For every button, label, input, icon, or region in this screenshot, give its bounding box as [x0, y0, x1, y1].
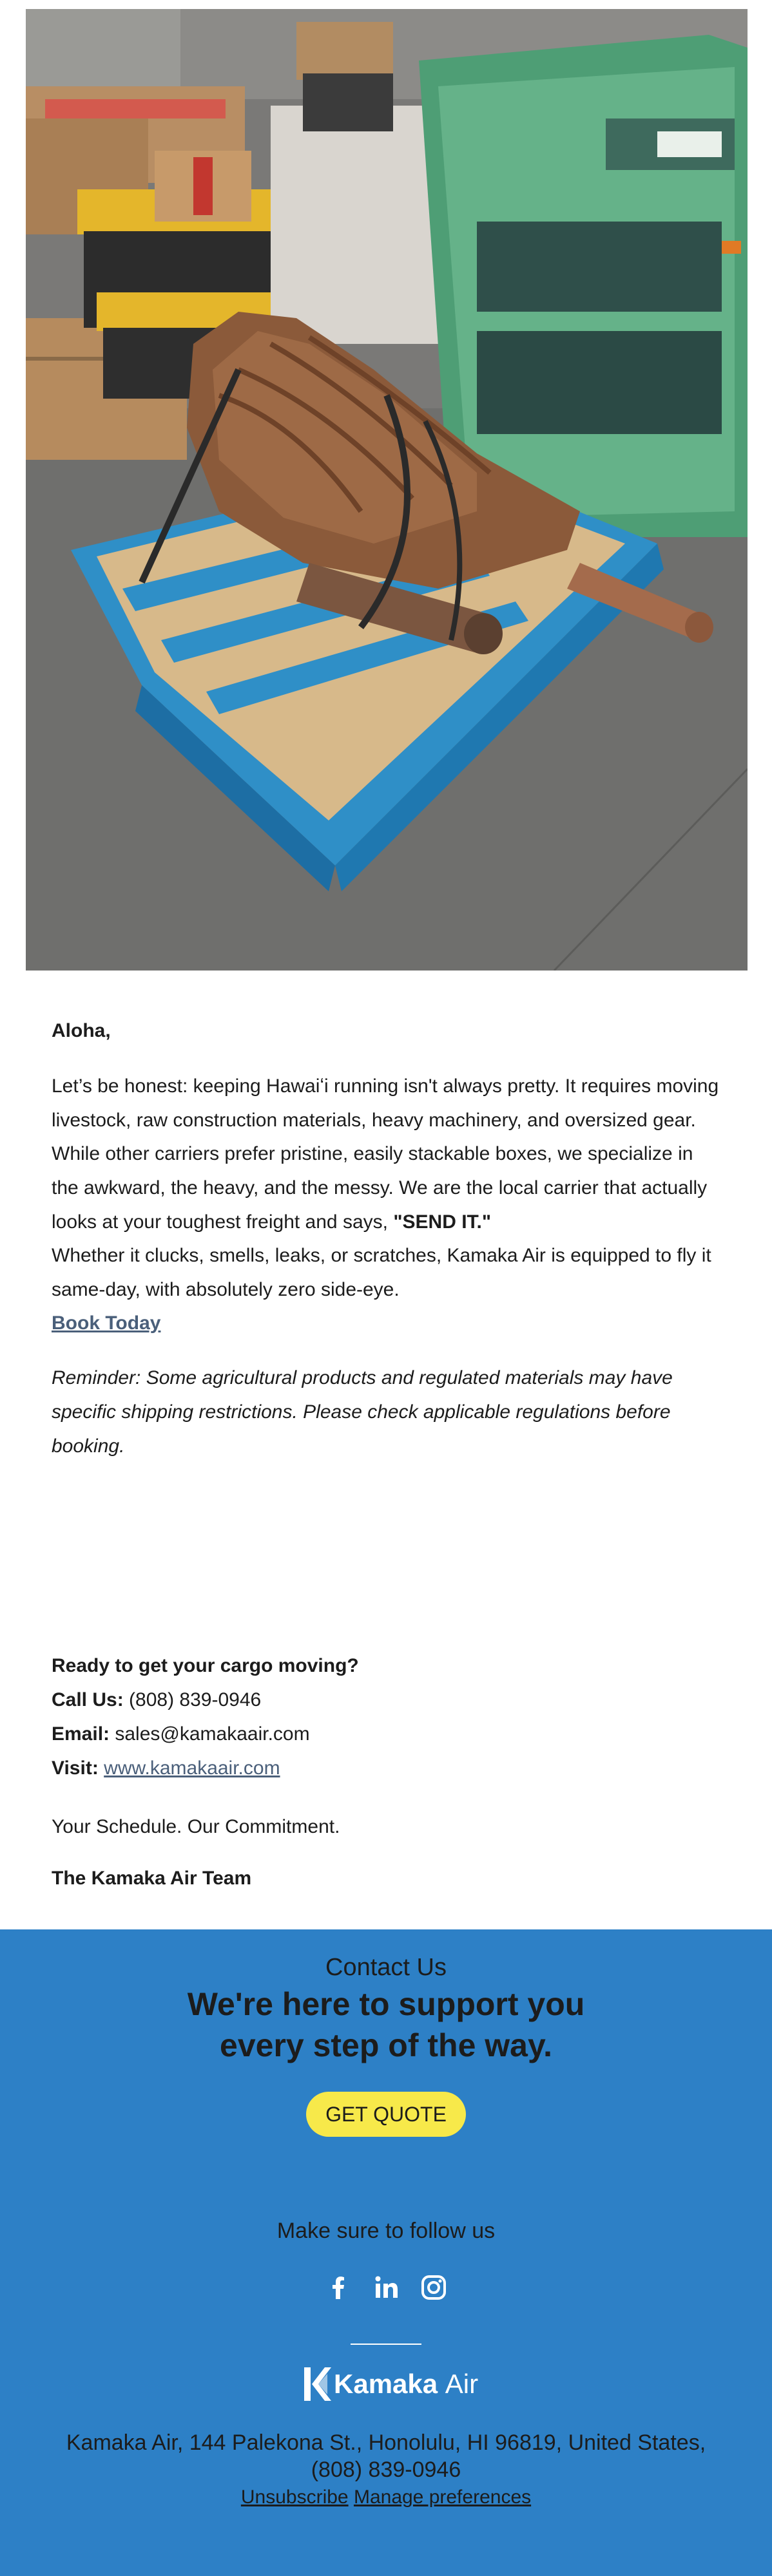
schedule-tagline: Your Schedule. Our Commitment. [52, 1816, 340, 1837]
phone-value: (808) 839-0946 [129, 1689, 262, 1710]
facebook-icon[interactable] [320, 2269, 356, 2306]
phone-line [52, 1683, 359, 1717]
get-quote-button[interactable]: GET QUOTE [306, 2092, 466, 2137]
unsubscribe-link[interactable]: Unsubscribe [240, 2486, 349, 2508]
footer-divider [351, 2344, 421, 2345]
email-line [52, 1717, 359, 1751]
hero-photo [26, 9, 748, 971]
instagram-icon[interactable] [416, 2269, 452, 2306]
signature: The Kamaka Air Team [52, 1868, 252, 1889]
specialty-text: While other carriers prefer pristine, easily stackable boxes, we specialize in the awkward, the heavy, and the messy. We are the local carrier that actually looks at your toughest freight and says, [52, 1143, 708, 1233]
capability-paragraph: Whether it clucks, smells, leaks, or scratches, Kamaka Air is equipped to fly it same-day, with absolutely zero side-eye. [52, 1245, 711, 1300]
email-label: Email: [52, 1723, 110, 1745]
footer-headline-line1: We're here to support you [187, 1986, 585, 2022]
intro-paragraph: Let’s be honest: keeping Hawaiʻi running isn't always pretty. It requires moving livestock, raw construction materials, heavy machinery, and oversized gear. [52, 1075, 719, 1131]
greeting: Aloha, [52, 1020, 111, 1041]
linkedin-icon[interactable] [368, 2269, 404, 2306]
footer-links [0, 2485, 772, 2510]
footer-contact-title: Contact Us [325, 1954, 447, 1981]
social-links [320, 2269, 452, 2306]
website-label: Visit: [52, 1757, 99, 1779]
phone-label: Call Us: [52, 1689, 124, 1710]
follow-text: Make sure to follow us [276, 2219, 496, 2243]
footer [0, 1929, 772, 2576]
cargo-photo-illustration [26, 9, 748, 971]
manage-preferences-link[interactable]: Manage preferences [353, 2486, 532, 2508]
kamaka-air-logo [302, 2365, 479, 2403]
logo-suffix: Air [445, 2369, 479, 2399]
footer-address: Kamaka Air, 144 Palekona St., Honolulu, HI 96819, United States, (808) 839-0946 [66, 2430, 706, 2482]
email-value: sales@kamakaair.com [115, 1723, 310, 1745]
contact-heading: Ready to get your cargo moving? [52, 1655, 359, 1676]
footer-headline [0, 1984, 772, 2066]
website-line [52, 1751, 359, 1785]
footer-headline-line2: every step of the way. [220, 2027, 552, 2063]
contact-details [52, 1649, 359, 1785]
logo-name: Kamaka [334, 2369, 438, 2399]
shipping-reminder: Reminder: Some agricultural products and regulated materials may have specific shipping restrictions. Please check applicable regulations before booking. [52, 1367, 673, 1457]
website-link[interactable]: www.kamakaair.com [104, 1757, 280, 1779]
send-it-emphasis: "SEND IT." [393, 1211, 492, 1233]
book-today-link[interactable]: Book Today [52, 1312, 161, 1334]
specialty-paragraph [52, 1137, 722, 1239]
